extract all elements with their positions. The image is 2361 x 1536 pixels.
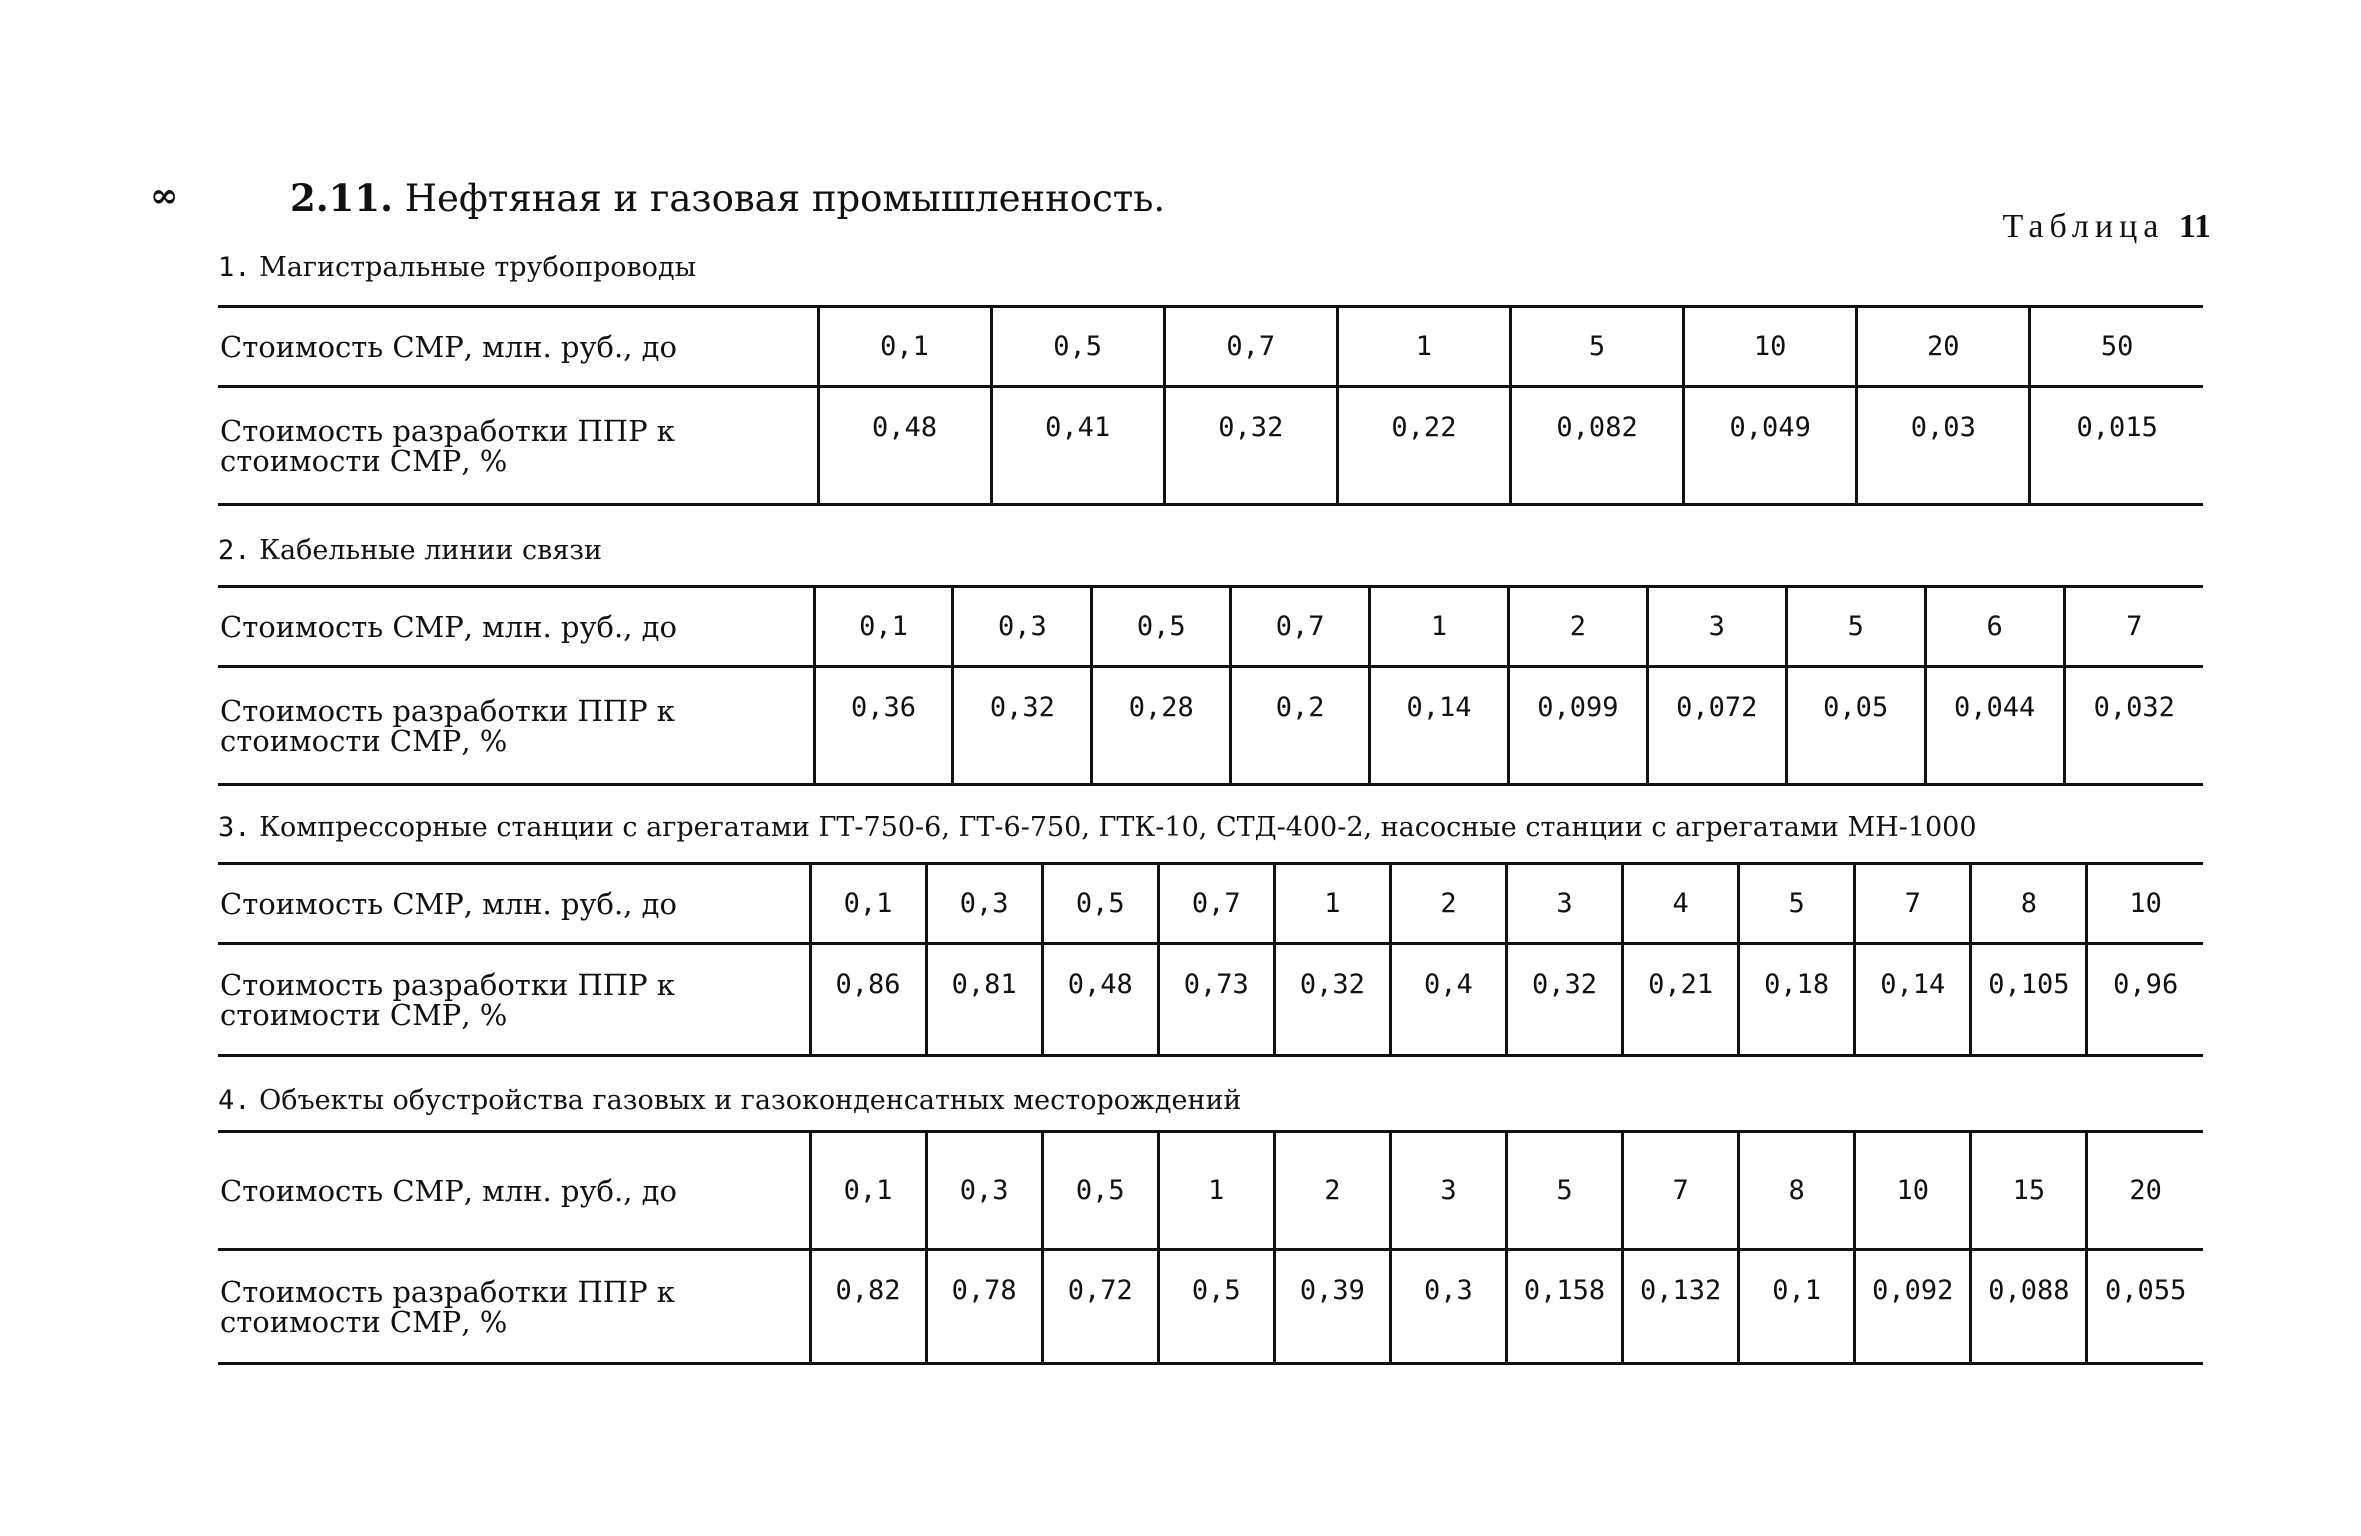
percent-value-cell: 0,049	[1684, 387, 1857, 505]
cost-value-cell: 8	[1971, 864, 2087, 944]
cost-value-cell: 7	[2064, 587, 2203, 667]
percent-value-cell: 0,03	[1857, 387, 2030, 505]
table-3-number: 3.	[218, 812, 251, 843]
percent-value-cell: 0,73	[1158, 944, 1274, 1056]
percent-value-cell: 0,32	[1274, 944, 1390, 1056]
percent-value-cell: 0,05	[1786, 667, 1925, 785]
percent-value-cell: 0,1	[1739, 1250, 1855, 1364]
percent-value-cell: 0,32	[953, 667, 1092, 785]
percent-value-cell: 0,18	[1739, 944, 1855, 1056]
cost-row-label: Стоимость СМР, млн. руб., до	[218, 307, 818, 387]
percent-value-cell: 0,14	[1370, 667, 1509, 785]
table-4	[218, 1130, 2203, 1365]
table-2	[218, 585, 2203, 786]
cost-value-cell: 0,5	[1092, 587, 1231, 667]
cost-value-cell: 0,5	[991, 307, 1164, 387]
percent-value-cell: 0,86	[810, 944, 926, 1056]
cost-value-cell: 2	[1274, 1132, 1390, 1250]
percent-value-cell: 0,81	[926, 944, 1042, 1056]
percent-value-cell: 0,82	[810, 1250, 926, 1364]
percent-value-cell: 0,39	[1274, 1250, 1390, 1364]
cost-value-cell: 20	[2087, 1132, 2203, 1250]
percent-value-cell: 0,015	[2030, 387, 2203, 505]
table-caption	[2002, 208, 2211, 246]
percent-value-cell: 0,4	[1390, 944, 1506, 1056]
cost-row-label: Стоимость СМР, млн. руб., до	[218, 587, 814, 667]
cost-value-cell: 5	[1739, 864, 1855, 944]
percent-row-label: Стоимость разработки ППР к стоимости СМР, %	[220, 1274, 675, 1339]
table-1-number: 1.	[218, 252, 251, 283]
percent-value-cell: 0,78	[926, 1250, 1042, 1364]
percent-value-cell: 0,48	[818, 387, 991, 505]
cost-value-cell: 5	[1786, 587, 1925, 667]
cost-value-cell: 10	[1684, 307, 1857, 387]
percent-value-cell: 0,32	[1506, 944, 1622, 1056]
cost-value-cell: 3	[1390, 1132, 1506, 1250]
table-2-heading	[218, 535, 602, 566]
table-4-number: 4.	[218, 1085, 251, 1116]
percent-value-cell: 0,41	[991, 387, 1164, 505]
table-4-heading-text: Объекты обустройства газовых и газоконденсатных месторождений	[259, 1085, 1242, 1116]
cost-value-cell: 5	[1506, 1132, 1622, 1250]
table-2-number: 2.	[218, 535, 251, 566]
cost-value-cell: 0,1	[814, 587, 953, 667]
cost-value-cell: 0,7	[1164, 307, 1337, 387]
percent-row-label: Стоимость разработки ППР к стоимости СМР, %	[220, 967, 675, 1032]
cost-value-cell: 1	[1158, 1132, 1274, 1250]
cost-row	[218, 864, 2203, 944]
percent-row	[218, 387, 2203, 505]
table-caption-number: 11	[2178, 208, 2211, 245]
section-title-text: Нефтяная и газовая промышленность.	[404, 177, 1166, 220]
table-1-heading	[218, 252, 696, 283]
table-3	[218, 862, 2203, 1057]
percent-value-cell: 0,092	[1855, 1250, 1971, 1364]
percent-value-cell: 0,099	[1508, 667, 1647, 785]
percent-value-cell: 0,21	[1623, 944, 1739, 1056]
table-2-heading-text: Кабельные линии связи	[259, 535, 603, 566]
cost-value-cell: 7	[1623, 1132, 1739, 1250]
percent-value-cell: 0,72	[1042, 1250, 1158, 1364]
cost-value-cell: 0,1	[810, 1132, 926, 1250]
percent-value-cell: 0,072	[1647, 667, 1786, 785]
percent-row	[218, 944, 2203, 1056]
cost-value-cell: 7	[1855, 864, 1971, 944]
percent-value-cell: 0,22	[1337, 387, 1510, 505]
cost-row	[218, 587, 2203, 667]
percent-value-cell: 0,132	[1623, 1250, 1739, 1364]
cost-value-cell: 1	[1370, 587, 1509, 667]
percent-value-cell: 0,96	[2087, 944, 2203, 1056]
cost-row	[218, 307, 2203, 387]
cost-value-cell: 0,5	[1042, 1132, 1158, 1250]
table-3-heading	[218, 812, 1977, 843]
cost-value-cell: 0,3	[926, 1132, 1042, 1250]
percent-value-cell: 0,105	[1971, 944, 2087, 1056]
percent-row-label: Стоимость разработки ППР к стоимости СМР, %	[220, 693, 675, 758]
percent-value-cell: 0,32	[1164, 387, 1337, 505]
percent-value-cell: 0,2	[1231, 667, 1370, 785]
page-number: ∞	[150, 176, 179, 216]
cost-row-label: Стоимость СМР, млн. руб., до	[218, 1132, 810, 1250]
section-number: 2.11.	[290, 176, 393, 220]
cost-value-cell: 2	[1390, 864, 1506, 944]
percent-value-cell: 0,055	[2087, 1250, 2203, 1364]
percent-value-cell: 0,082	[1511, 387, 1684, 505]
table-1	[218, 305, 2203, 506]
cost-value-cell: 4	[1623, 864, 1739, 944]
table-3-heading-text: Компрессорные станции с агрегатами ГТ-750-6, ГТ-6-750, ГТК-10, СТД-400-2, насосные станции с агрегатами МН-1000	[259, 812, 1977, 843]
cost-value-cell: 5	[1511, 307, 1684, 387]
percent-value-cell: 0,5	[1158, 1250, 1274, 1364]
cost-value-cell: 3	[1506, 864, 1622, 944]
percent-value-cell: 0,158	[1506, 1250, 1622, 1364]
cost-value-cell: 10	[2087, 864, 2203, 944]
table-1-heading-text: Магистральные трубопроводы	[259, 252, 697, 283]
percent-value-cell: 0,14	[1855, 944, 1971, 1056]
percent-row	[218, 1250, 2203, 1364]
cost-value-cell: 2	[1508, 587, 1647, 667]
cost-value-cell: 1	[1274, 864, 1390, 944]
section-title	[290, 176, 1165, 220]
cost-value-cell: 15	[1971, 1132, 2087, 1250]
percent-value-cell: 0,044	[1925, 667, 2064, 785]
percent-value-cell: 0,36	[814, 667, 953, 785]
cost-value-cell: 0,3	[953, 587, 1092, 667]
table-caption-label: Таблица	[2002, 208, 2165, 245]
cost-row	[218, 1132, 2203, 1250]
cost-value-cell: 8	[1739, 1132, 1855, 1250]
cost-value-cell: 3	[1647, 587, 1786, 667]
percent-value-cell: 0,48	[1042, 944, 1158, 1056]
cost-value-cell: 0,1	[818, 307, 991, 387]
cost-value-cell: 20	[1857, 307, 2030, 387]
cost-value-cell: 0,1	[810, 864, 926, 944]
table-4-heading	[218, 1085, 1241, 1116]
cost-value-cell: 1	[1337, 307, 1510, 387]
cost-value-cell: 0,7	[1231, 587, 1370, 667]
percent-row-label: Стоимость разработки ППР к стоимости СМР, %	[220, 413, 675, 478]
percent-value-cell: 0,032	[2064, 667, 2203, 785]
percent-row	[218, 667, 2203, 785]
cost-value-cell: 50	[2030, 307, 2203, 387]
percent-value-cell: 0,088	[1971, 1250, 2087, 1364]
percent-value-cell: 0,28	[1092, 667, 1231, 785]
percent-value-cell: 0,3	[1390, 1250, 1506, 1364]
cost-value-cell: 6	[1925, 587, 2064, 667]
cost-row-label: Стоимость СМР, млн. руб., до	[218, 864, 810, 944]
cost-value-cell: 0,5	[1042, 864, 1158, 944]
cost-value-cell: 0,3	[926, 864, 1042, 944]
cost-value-cell: 0,7	[1158, 864, 1274, 944]
cost-value-cell: 10	[1855, 1132, 1971, 1250]
